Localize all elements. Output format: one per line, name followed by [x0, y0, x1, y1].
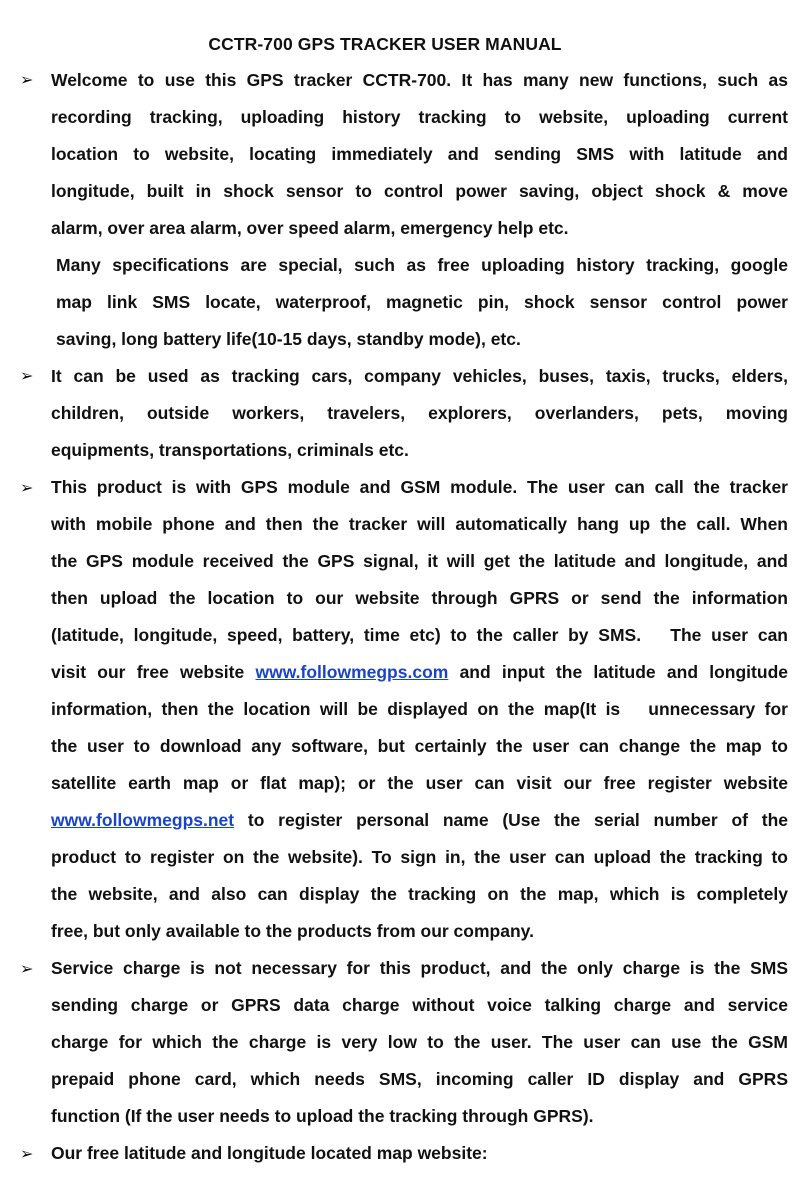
text-line: Welcome to use this GPS tracker CCTR-700. It has many new functions, such as — [51, 70, 788, 90]
text-line: then upload the location to our website through GPRS or send the information — [51, 588, 788, 608]
text-line-with-link — [51, 654, 788, 691]
followmegps-com-link[interactable]: www.followmegps.com — [255, 662, 449, 682]
text-line: prepaid phone card, which needs SMS, incoming caller ID display and GPRS — [51, 1069, 788, 1089]
text-line: the user to download any software, but certainly the user can change the map to — [51, 736, 788, 756]
text-line: children, outside workers, travelers, explorers, overlanders, pets, moving — [51, 403, 788, 423]
text-line: recording tracking, uploading history tracking to website, uploading current — [51, 107, 788, 127]
text-line: product to register on the website). To sign in, the user can upload the tracking to — [51, 847, 788, 867]
page-title: CCTR-700 GPS TRACKER USER MANUAL — [208, 34, 562, 54]
text-line: the website, and also can display the tracking on the map, which is completely — [51, 884, 788, 904]
bullet-arrow-icon: ➢ — [20, 1146, 34, 1163]
text-line: function (If the user needs to upload the tracking through GPRS). — [51, 1106, 594, 1126]
text-line: free, but only available to the products from our company. — [51, 921, 534, 941]
text-line: Service charge is not necessary for this product, and the only charge is the SMS — [51, 958, 788, 978]
text-line: map link SMS locate, waterproof, magnetic pin, shock sensor control power — [56, 292, 788, 312]
text-line: location to website, locating immediately and sending SMS with latitude and — [51, 144, 788, 164]
text-line: equipments, transportations, criminals etc. — [51, 440, 409, 460]
text-line: Many specifications are special, such as free uploading history tracking, google — [56, 255, 788, 275]
text-line: This product is with GPS module and GSM module. The user can call the tracker — [51, 477, 788, 497]
text-line: charge for which the charge is very low to the user. The user can use the GSM — [51, 1032, 788, 1052]
text-line: It can be used as tracking cars, company vehicles, buses, taxis, trucks, elders, — [51, 366, 788, 386]
text-line: alarm, over area alarm, over speed alarm, emergency help etc. — [51, 218, 569, 238]
followmegps-net-link[interactable]: www.followmegps.net — [51, 810, 235, 830]
text-line: saving, long battery life(10-15 days, standby mode), etc. — [56, 329, 521, 349]
bullet-arrow-icon: ➢ — [20, 961, 34, 978]
bullet-arrow-icon: ➢ — [20, 368, 34, 385]
text-line: the GPS module received the GPS signal, it will get the latitude and longitude, and — [51, 551, 788, 571]
paragraph-usage — [51, 358, 788, 469]
paragraph-service-charge — [51, 950, 788, 1135]
text-fragment: and input the latitude and longitude — [448, 662, 788, 682]
bullet-arrow-icon: ➢ — [20, 480, 34, 497]
text-line: satellite earth map or flat map); or the user can visit our free register website — [51, 773, 788, 793]
paragraph-map-website — [51, 1135, 788, 1172]
paragraph-specifications — [56, 247, 788, 358]
text-line-with-link — [51, 802, 788, 839]
text-line: with mobile phone and then the tracker will automatically hang up the call. When — [51, 514, 788, 534]
text-line: longitude, built in shock sensor to control power saving, object shock & move — [51, 181, 788, 201]
text-line: Our free latitude and longitude located map website: — [51, 1143, 488, 1163]
text-line: (latitude, longitude, speed, battery, time etc) to the caller by SMS. The user can — [51, 625, 788, 645]
text-fragment: to register personal name (Use the serial number of the — [234, 810, 788, 830]
text-line: sending charge or GPRS data charge without voice talking charge and service — [51, 995, 788, 1015]
bullet-arrow-icon: ➢ — [20, 72, 34, 89]
text-fragment: visit our free website — [51, 662, 256, 682]
paragraph-intro — [51, 62, 788, 247]
paragraph-product-description — [51, 469, 788, 950]
text-line: information, then the location will be displayed on the map(It is unnecessary for — [51, 699, 788, 719]
